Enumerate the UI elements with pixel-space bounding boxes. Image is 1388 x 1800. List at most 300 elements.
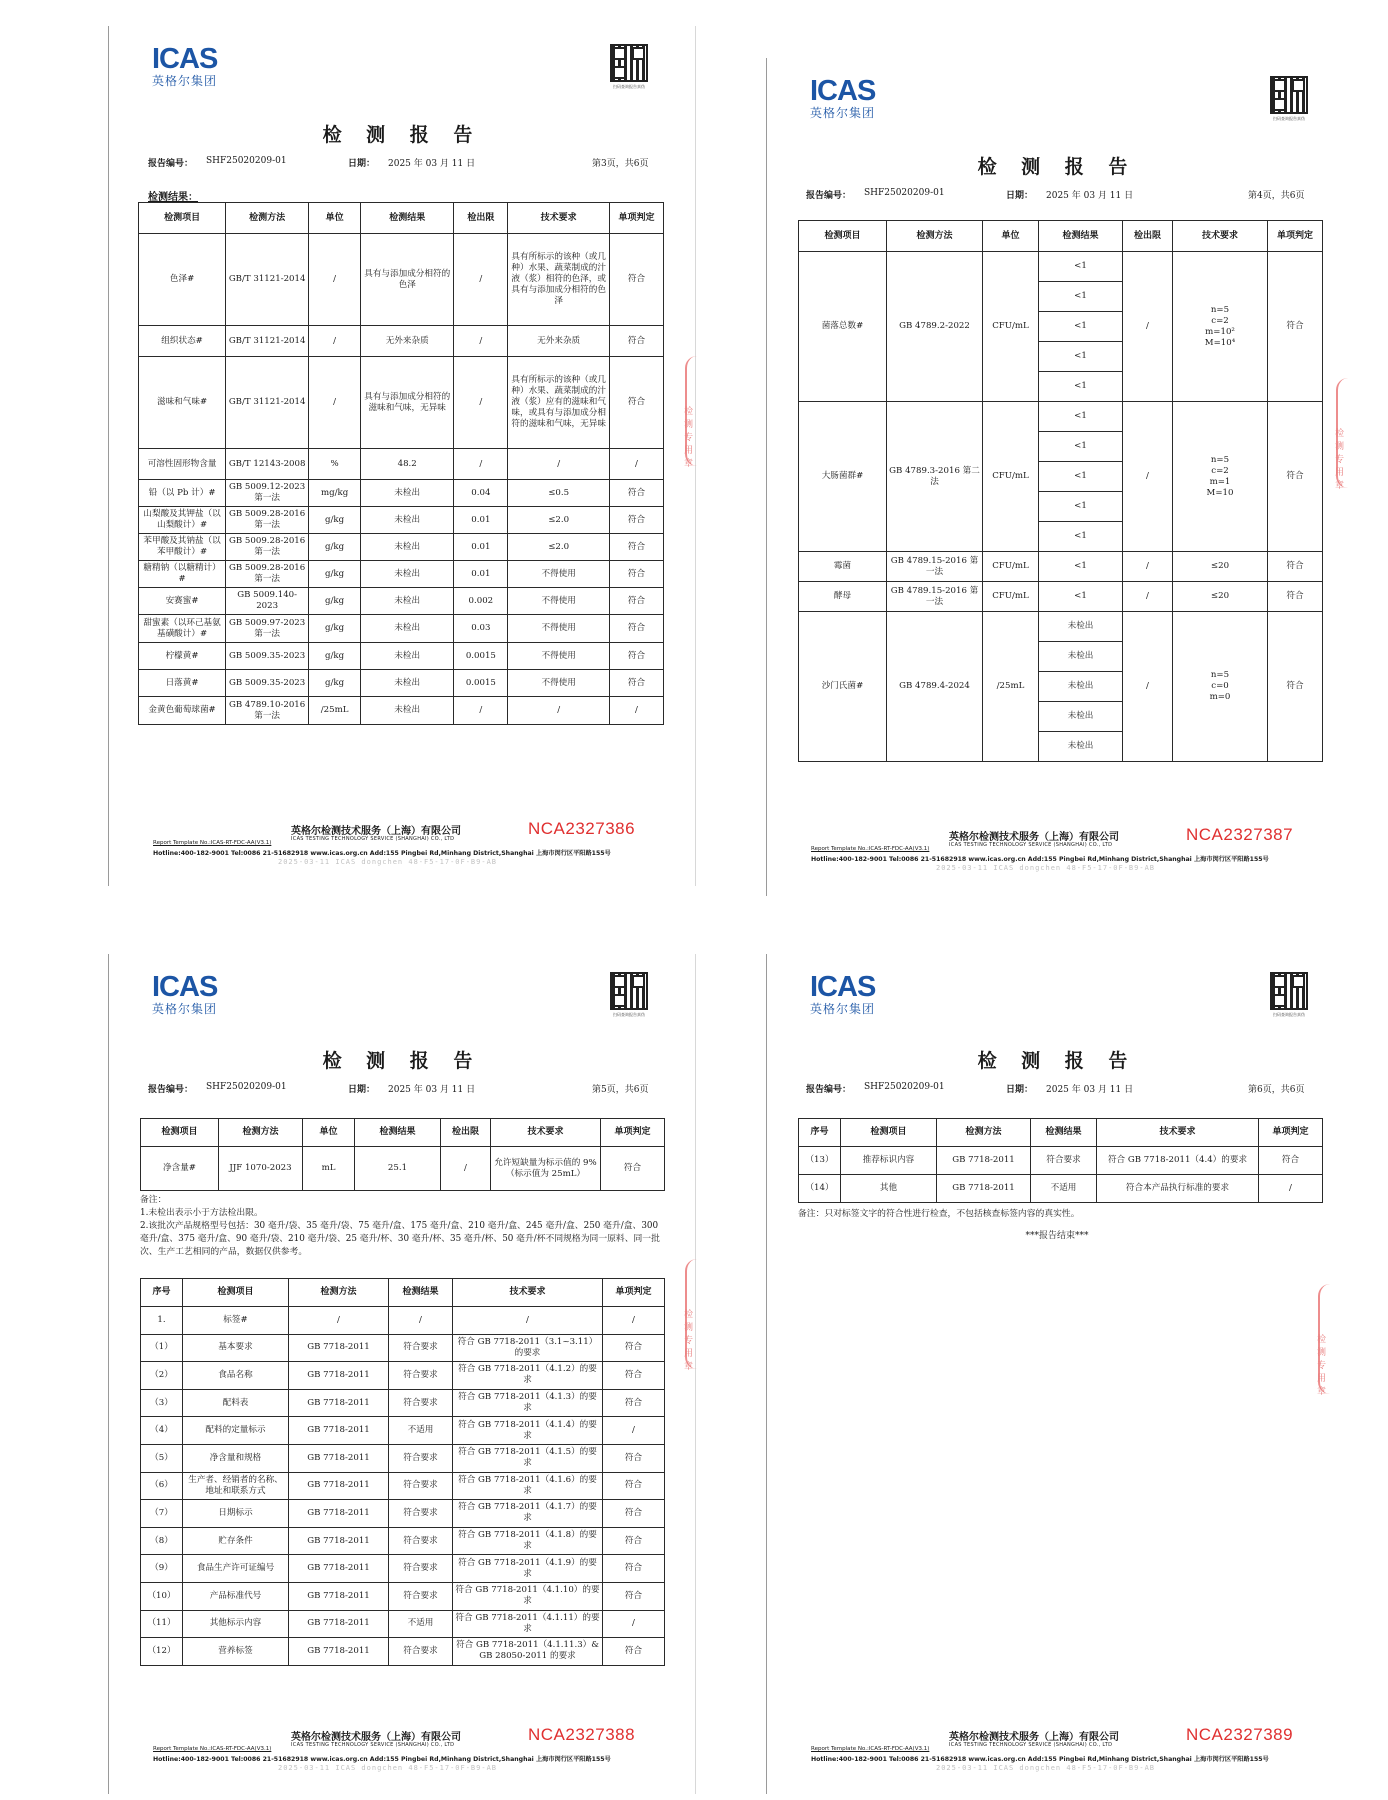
table-cell: 组织状态#: [139, 326, 226, 357]
table-cell: /: [1123, 552, 1173, 582]
table-cell: 符合: [610, 234, 664, 326]
report-page-6: ICAS 英格尔集团 扫码查询报告真伪 检 测 报 告 报告编号： SHF25020209-01 日期： 2025 年 03 月 11 日 第6页，共6页 序号 检测项目 检测方法 检测结果 技术要求 单项判定 （13） 推荐标识内容 GB 7718-2011 符合要求 符合 GB 7718-2011（4.4）的要求 符合 （14） 其他 GB 7718-2011 不适用 符合本产品执行标准的要求 / 备注：只对标签文字的符合性进行检查，不包括核查标签内容的真实性。 ***报告结束*** 英格尔检测技术服务（上海）有限公司 ICAS TESTING TECHNOLOGY SERVICE (SHANGHAI) CO., LTD Report Template No.:ICAS-RT-FDC-AA(V3.1) Hotline:400-182-9001 Tel:0086 21-51682918 www.icas.org.cn Add:155 Pingbei Rd,Minhang District,Shanghai 上海市闵行区平阳路155号 2025-03-11 ICAS dongchen 48-F5-17-0F-B9-AB NCA2327389 检测专用章: [766, 954, 1348, 1794]
remarks: 备注： 1.未检出表示小于方法检出限。 2.该批次产品规格型号包括：30 毫升/袋、35 毫升/袋、75 毫升/盒、175 毫升/盒、210 毫升/盒、245 毫升/盒、250 毫升/盒、300 毫升/盒、375 毫升/盒、90 毫升/袋、210 毫升/袋、25 毫升/杯、30 毫升/杯、35 毫升/杯、50 毫升/杯不同规格为同一原料、同一批次、生产工艺相同的产品，数据仅供参考。: [140, 1195, 660, 1257]
table-cell: GB 5009.28-2016 第一法: [226, 534, 309, 561]
table-cell: /25mL: [983, 612, 1039, 762]
table-cell: 符合: [1268, 252, 1323, 402]
seal-stamp: 检测专用章: [685, 356, 697, 466]
table-cell: /: [508, 449, 610, 480]
table-cell: 其他: [841, 1175, 937, 1203]
table-cell: 未检出: [361, 534, 454, 561]
table-cell: 符合 GB 7718-2011（4.1.9）的要求: [453, 1555, 603, 1583]
results-table: [138, 202, 664, 725]
result-cell: 未检出: [1039, 642, 1123, 672]
table-cell: 菌落总数#: [799, 252, 887, 402]
result-cell: <1: [1039, 522, 1123, 552]
table-cell: 无外来杂质: [508, 326, 610, 357]
table-row: [141, 1582, 665, 1610]
table-cell: 符合: [603, 1638, 665, 1666]
report-page-3: ICAS 英格尔集团 扫码查询报告真伪 检 测 报 告 报告编号： SHF25020209-01 日期： 2025 年 03 月 11 日 第3页，共6页 检测结果： 检测项目 检测方法 单位 检测结果 检出限 技术要求 单项判定 色泽# GB/T 31121-2014 / 具有与添加成分相符的色泽 / 具有所标示的该种（或几种）水果、蔬菜制成的汁液（浆）相符的色泽，或具有与添加成分相符的色泽 符合 组织状态# GB/T 31121-2014 / 无外来杂质 / 无外来杂质 符合 滋味和气味# GB/T 31121-2014 / 具有与添加成分相符的滋味和气味，无异味 / 具有所标示的该种（或几种）水果、蔬菜制成的汁液（浆）应有的滋味和气味，或具有与添加成分相符的滋味和气味，无异味 符合 可溶性固形物含量 GB/T 12143-2008 % 48.2 / / / 铅（以 Pb 计）# GB 5009.12-2023 第一法 mg/kg 未检出 0.04 ≤0.5 符合 山梨酸及其钾盐（以山梨酸计）# GB 5009.28-2016 第一法 g/kg 未检出 0.01 ≤2.0 符合 苯甲酸及其钠盐（以苯甲酸计）# GB 5009.28-2016 第一法 g/kg 未检出 0.01 ≤2.0 符合 糖精钠（以糖精计）# GB 5009.28-2016 第一法 g/kg 未检出 0.01 不得使用 符合 安赛蜜# GB 5009.140-2023 g/kg 未检出 0.002 不得使用 符合 甜蜜素（以环己基氨基磺酸计）# GB 5009.97-2023 第一法 g/kg 未检出 0.03 不得使用 符合 柠檬黄# GB 5009.35-2023 g/kg 未检出 0.0015 不得使用 符合 日落黄# GB 5009.35-2023 g/kg 未检出 0.0015 不得使用 符合 金黄色葡萄球菌# GB 4789.10-2016 第一法 /25mL 未检出 / / / 英格尔检测技术服务（上海）有限公司 ICAS TESTING TECHNOLOGY SERVICE (SHANGHAI) CO., LTD Report Template No.:ICAS-RT-FDC-AA(V3.1) Hotline:400-182-9001 Tel:0086 21-51682918 www.icas.org.cn Add:155 Pingbei Rd,Minhang District,Shanghai 上海市闵行区平阳路155号 2025-03-11 ICAS dongchen 48-F5-17-0F-B9-AB NCA2327386 检测专用章: [108, 26, 696, 886]
table-row: [799, 1175, 1323, 1203]
table-row: [141, 1444, 665, 1472]
report-title: 检 测 报 告: [322, 1050, 482, 1072]
label-table: [140, 1278, 665, 1666]
requirement-line: n=5: [1210, 670, 1230, 680]
table-cell: 其他标示内容: [183, 1610, 289, 1638]
table-cell: ≤2.0: [508, 507, 610, 534]
table-cell: （4）: [141, 1417, 183, 1445]
table-cell: GB 7718-2011: [937, 1147, 1031, 1175]
table-row: [139, 326, 664, 357]
table-cell: （7）: [141, 1500, 183, 1528]
table-cell: 符合 GB 7718-2011（4.4）的要求: [1097, 1147, 1259, 1175]
table-row: [141, 1638, 665, 1666]
table-cell: 日期标示: [183, 1500, 289, 1528]
table-cell: 食品生产许可证编号: [183, 1555, 289, 1583]
table-cell: GB 4789.3-2016 第二法: [887, 402, 983, 552]
table-cell: GB 4789.15-2016 第一法: [887, 552, 983, 582]
table-cell: （3）: [141, 1389, 183, 1417]
table-cell: /: [610, 697, 664, 725]
qr-caption: 扫码查询报告真伪: [1273, 116, 1305, 121]
table-cell: 苯甲酸及其钠盐（以苯甲酸计）#: [139, 534, 226, 561]
table-cell: 符合: [610, 643, 664, 670]
table-cell: 食品名称: [183, 1362, 289, 1390]
table-cell: 符合要求: [389, 1527, 453, 1555]
table-cell: /: [454, 234, 508, 326]
table-cell: （1）: [141, 1334, 183, 1362]
table-row: [141, 1389, 665, 1417]
table-cell: 符合 GB 7718-2011（4.1.10）的要求: [453, 1582, 603, 1610]
table-cell: 生产者、经销者的名称、地址和联系方式: [183, 1472, 289, 1500]
table-cell: 未检出: [361, 480, 454, 507]
table-cell: （5）: [141, 1444, 183, 1472]
table-cell: /: [453, 1307, 603, 1335]
table-cell: 符合要求: [1031, 1147, 1097, 1175]
report-page-4: ICAS 英格尔集团 扫码查询报告真伪 检 测 报 告 报告编号： SHF25020209-01 日期： 2025 年 03 月 11 日 第4页，共6页 检测项目 检测方法 单位 检测结果 检出限 技术要求 单项判定 菌落总数# GB 4789.2-2022 CFU/mL <1 / n=5 c=2 m=10² M=10⁴ 符合 <1 <1 <1 <1 大肠菌群# GB 4789.3-2016 第二法 CFU/mL <1 / n=5 c=2 m=1 M=10 符合 <1 <1 <1 <1 霉菌 GB 4789.15-2016 第一法 CFU/mL <1 / ≤20 符合 酵母 GB 4789.15-2016 第一法 CFU/mL <1 / ≤20 符合 沙门氏菌# GB 4789.4-2024 /25mL 未检出 / n=5 c=0 m=0 符合 未检出 未检出 未检出 未检出 英格尔检测技术服务（上海）有限公司 ICAS TESTING TECHNOLOGY SERVICE (SHANGHAI) CO., LTD Report Template No.:ICAS-RT-FDC-AA(V3.1) Hotline:400-182-9001 Tel:0086 21-51682918 www.icas.org.cn Add:155 Pingbei Rd,Minhang District,Shanghai 上海市闵行区平阳路155号 2025-03-11 ICAS dongchen 48-F5-17-0F-B9-AB NCA2327387 检测专用章: [766, 58, 1348, 896]
table-cell: 大肠菌群#: [799, 402, 887, 552]
result-cell: <1: [1039, 582, 1123, 612]
table-cell: 未检出: [361, 561, 454, 588]
table-cell: 48.2: [361, 449, 454, 480]
table-cell: /: [454, 697, 508, 725]
table-cell: g/kg: [309, 561, 361, 588]
table-row: [141, 1610, 665, 1638]
nca-number: NCA2327386: [528, 819, 636, 838]
table-cell: 符合 GB 7718-2011（4.1.3）的要求: [453, 1389, 603, 1417]
table-cell: GB 7718-2011: [289, 1638, 389, 1666]
table-cell: 符合: [1259, 1147, 1323, 1175]
table-cell: 具有所标示的该种（或几种）水果、蔬菜制成的汁液（浆）相符的色泽，或具有与添加成分相符的色泽: [508, 234, 610, 326]
table-cell: 符合: [603, 1527, 665, 1555]
table-row: [799, 552, 1323, 582]
result-cell: <1: [1039, 492, 1123, 522]
table-cell: 符合 GB 7718-2011（4.1.8）的要求: [453, 1527, 603, 1555]
table-cell: GB 7718-2011: [937, 1175, 1031, 1203]
table-cell: 甜蜜素（以环己基氨基磺酸计）#: [139, 615, 226, 643]
requirement-line: ≤20: [1210, 591, 1230, 601]
table-cell: CFU/mL: [983, 252, 1039, 402]
table-cell: 符合: [603, 1389, 665, 1417]
table-row: [141, 1500, 665, 1528]
requirement-cell: [1173, 252, 1268, 402]
table-cell: /: [309, 234, 361, 326]
table-cell: 山梨酸及其钾盐（以山梨酸计）#: [139, 507, 226, 534]
remarks: 备注：只对标签文字的符合性进行检查，不包括核查标签内容的真实性。: [798, 1209, 1080, 1219]
table-cell: 基本要求: [183, 1334, 289, 1362]
table-cell: GB 4789.2-2022: [887, 252, 983, 402]
requirement-line: c=2: [1211, 465, 1229, 476]
table-cell: 0.04: [454, 480, 508, 507]
table-cell: 符合要求: [389, 1555, 453, 1583]
icas-logo: ICAS 英格尔集团: [810, 75, 876, 120]
table-cell: （9）: [141, 1555, 183, 1583]
results-table: [798, 220, 1323, 762]
table-cell: GB/T 31121-2014: [226, 326, 309, 357]
table-cell: 符合: [1268, 402, 1323, 552]
table-row: [799, 582, 1323, 612]
icas-logo: ICAS 英格尔集团: [810, 971, 876, 1016]
table-row: [139, 357, 664, 449]
table-cell: 符合要求: [389, 1638, 453, 1666]
table-cell: 0.002: [454, 588, 508, 615]
table-cell: /: [1259, 1175, 1323, 1203]
table-cell: 具有所标示的该种（或几种）水果、蔬菜制成的汁液（浆）应有的滋味和气味，或具有与添加成分相符的滋味和气味，无异味: [508, 357, 610, 449]
table-cell: g/kg: [309, 615, 361, 643]
table-cell: GB 7718-2011: [289, 1472, 389, 1500]
table-cell: 0.03: [454, 615, 508, 643]
table-cell: 符合: [603, 1582, 665, 1610]
table-cell: GB/T 31121-2014: [226, 357, 309, 449]
requirement-line: ≤20: [1210, 561, 1230, 571]
result-cell: <1: [1039, 282, 1123, 312]
qr-code-icon[interactable]: [610, 44, 648, 89]
table-header-row: 序号 检测项目 检测方法 检测结果 技术要求 单项判定: [141, 1279, 665, 1307]
report-title: 检 测 报 告: [977, 156, 1137, 178]
table-cell: 符合: [610, 561, 664, 588]
table-cell: /: [603, 1610, 665, 1638]
table-row: [139, 588, 664, 615]
table-cell: 符合 GB 7718-2011（3.1~3.11）的要求: [453, 1334, 603, 1362]
table-cell: 酵母: [799, 582, 887, 612]
report-title: 检 测 报 告: [322, 124, 482, 146]
table-cell: （11）: [141, 1610, 183, 1638]
table-cell: 不适用: [1031, 1175, 1097, 1203]
qr-caption: 扫码查询报告真伪: [613, 1012, 645, 1017]
label-table: [798, 1118, 1323, 1203]
table-row: 净含量# JJF 1070-2023 mL 25.1 / 允许短缺量为标示值的 9%（标示值为 25mL） 符合: [141, 1147, 665, 1191]
nca-number: NCA2327388: [528, 1725, 636, 1744]
table-cell: 不适用: [389, 1610, 453, 1638]
table-cell: GB 7718-2011: [289, 1389, 389, 1417]
table-cell: 不得使用: [508, 670, 610, 697]
table-cell: g/kg: [309, 534, 361, 561]
table-row: [141, 1555, 665, 1583]
requirement-line: c=2: [1211, 315, 1229, 326]
table-row: [139, 670, 664, 697]
requirement-cell: [1173, 402, 1268, 552]
table-cell: 不得使用: [508, 615, 610, 643]
result-cell: <1: [1039, 552, 1123, 582]
table-row: [799, 612, 1323, 642]
table-cell: （10）: [141, 1582, 183, 1610]
requirement-cell: [1173, 582, 1268, 612]
seal-stamp: 检测专用章: [685, 1259, 697, 1369]
requirement-line: n=5: [1210, 454, 1230, 465]
table-cell: 配料表: [183, 1389, 289, 1417]
table-cell: /: [1123, 582, 1173, 612]
table-cell: （13）: [799, 1147, 841, 1175]
table-cell: g/kg: [309, 588, 361, 615]
table-row: [799, 1147, 1323, 1175]
table-cell: /25mL: [309, 697, 361, 725]
table-row: [799, 402, 1323, 432]
seal-stamp: 检测专用章: [1318, 1284, 1330, 1394]
table-cell: 未检出: [361, 643, 454, 670]
table-cell: 产品标准代号: [183, 1582, 289, 1610]
table-row: [141, 1334, 665, 1362]
table-cell: 配料的定量标示: [183, 1417, 289, 1445]
requirement-line: m=0: [1209, 692, 1231, 702]
table-cell: 符合: [610, 357, 664, 449]
table-cell: ≤0.5: [508, 480, 610, 507]
table-row: [799, 252, 1323, 282]
table-cell: ≤2.0: [508, 534, 610, 561]
table-cell: 符合: [603, 1334, 665, 1362]
table-cell: 0.01: [454, 507, 508, 534]
section-title: 检测结果：: [148, 192, 198, 203]
qr-code-icon[interactable]: [1270, 972, 1308, 1017]
page-edge: [766, 58, 767, 896]
table-cell: GB 7718-2011: [289, 1610, 389, 1638]
table-cell: 符合 GB 7718-2011（4.1.5）的要求: [453, 1444, 603, 1472]
table-cell: mg/kg: [309, 480, 361, 507]
requirement-line: c=0: [1211, 681, 1229, 691]
table-cell: 安赛蜜#: [139, 588, 226, 615]
table-row: [141, 1472, 665, 1500]
table-cell: （2）: [141, 1362, 183, 1390]
table-cell: 贮存条件: [183, 1527, 289, 1555]
requirement-line: m=1: [1209, 476, 1231, 487]
table-cell: GB 4789.4-2024: [887, 612, 983, 762]
page-edge: [108, 954, 109, 1794]
nca-number: NCA2327389: [1186, 1725, 1294, 1744]
table-row: [139, 480, 664, 507]
table-row: [139, 534, 664, 561]
table-cell: 柠檬黄#: [139, 643, 226, 670]
table-cell: 符合要求: [389, 1582, 453, 1610]
table-cell: 符合本产品执行标准的要求: [1097, 1175, 1259, 1203]
table-cell: 霉菌: [799, 552, 887, 582]
table-cell: 具有与添加成分相符的滋味和气味，无异味: [361, 357, 454, 449]
table-cell: /: [603, 1417, 665, 1445]
table-cell: 符合 GB 7718-2011（4.1.7）的要求: [453, 1500, 603, 1528]
table-cell: 未检出: [361, 507, 454, 534]
table-cell: CFU/mL: [983, 582, 1039, 612]
table-cell: 糖精钠（以糖精计）#: [139, 561, 226, 588]
table-cell: 符合: [610, 670, 664, 697]
table-cell: 铅（以 Pb 计）#: [139, 480, 226, 507]
table-cell: （6）: [141, 1472, 183, 1500]
table-row: [139, 449, 664, 480]
requirement-cell: [1173, 552, 1268, 582]
table-cell: /: [454, 326, 508, 357]
net-content-table: [140, 1118, 665, 1191]
table-cell: 符合要求: [389, 1362, 453, 1390]
table-cell: 符合要求: [389, 1334, 453, 1362]
table-cell: 符合: [1268, 582, 1323, 612]
table-cell: GB 7718-2011: [289, 1444, 389, 1472]
table-cell: 符合 GB 7718-2011（4.1.2）的要求: [453, 1362, 603, 1390]
table-cell: 符合要求: [389, 1500, 453, 1528]
table-header-row: 检测项目 检测方法 单位 检测结果 检出限 技术要求 单项判定: [139, 203, 664, 234]
table-cell: GB 7718-2011: [289, 1500, 389, 1528]
result-cell: <1: [1039, 432, 1123, 462]
table-cell: 净含量和规格: [183, 1444, 289, 1472]
result-cell: 未检出: [1039, 672, 1123, 702]
table-cell: /: [289, 1307, 389, 1335]
table-cell: GB 5009.28-2016 第一法: [226, 561, 309, 588]
table-cell: 符合要求: [389, 1472, 453, 1500]
table-cell: GB 7718-2011: [289, 1417, 389, 1445]
table-cell: /: [1123, 612, 1173, 762]
result-cell: <1: [1039, 372, 1123, 402]
table-cell: 符合 GB 7718-2011（4.1.11）的要求: [453, 1610, 603, 1638]
icas-logo: ICAS 英格尔集团: [152, 971, 218, 1016]
table-cell: 符合 GB 7718-2011（4.1.11.3）& GB 28050-2011 的要求: [453, 1638, 603, 1666]
table-header-row: 序号 检测项目 检测方法 检测结果 技术要求 单项判定: [799, 1119, 1323, 1147]
table-cell: 未检出: [361, 697, 454, 725]
table-cell: 符合: [603, 1472, 665, 1500]
table-cell: /: [1123, 252, 1173, 402]
table-cell: 符合: [610, 326, 664, 357]
table-cell: 0.01: [454, 534, 508, 561]
table-cell: /: [454, 449, 508, 480]
table-cell: （12）: [141, 1638, 183, 1666]
requirement-cell: [1173, 612, 1268, 762]
table-cell: 符合要求: [389, 1444, 453, 1472]
seal-stamp: 检测专用章: [1336, 378, 1348, 488]
table-cell: GB 5009.97-2023 第一法: [226, 615, 309, 643]
table-cell: /: [309, 357, 361, 449]
result-cell: <1: [1039, 252, 1123, 282]
table-cell: GB 7718-2011: [289, 1582, 389, 1610]
result-cell: <1: [1039, 342, 1123, 372]
qr-code-icon[interactable]: [1270, 76, 1308, 121]
report-title: 检 测 报 告: [977, 1050, 1137, 1072]
table-cell: 符合: [603, 1500, 665, 1528]
table-row: [139, 697, 664, 725]
table-cell: g/kg: [309, 507, 361, 534]
requirement-line: M=10: [1206, 487, 1234, 498]
table-row: [139, 507, 664, 534]
page-edge: [695, 954, 696, 1794]
table-cell: GB 5009.140-2023: [226, 588, 309, 615]
result-cell: 未检出: [1039, 732, 1123, 762]
qr-caption: 扫码查询报告真伪: [613, 84, 645, 89]
table-cell: GB 4789.15-2016 第一法: [887, 582, 983, 612]
table-cell: 滋味和气味#: [139, 357, 226, 449]
table-cell: 0.0015: [454, 670, 508, 697]
page-edge: [766, 954, 767, 1794]
table-cell: 不适用: [389, 1417, 453, 1445]
table-cell: GB 5009.35-2023: [226, 643, 309, 670]
report-end: ***报告结束***: [1025, 1231, 1089, 1241]
qr-code-icon[interactable]: [610, 972, 648, 1017]
table-cell: 推荐标识内容: [841, 1147, 937, 1175]
table-cell: /: [309, 326, 361, 357]
table-cell: GB 5009.35-2023: [226, 670, 309, 697]
result-cell: <1: [1039, 402, 1123, 432]
table-cell: CFU/mL: [983, 402, 1039, 552]
table-cell: 符合: [610, 588, 664, 615]
table-row: [141, 1362, 665, 1390]
table-cell: GB 7718-2011: [289, 1334, 389, 1362]
icas-logo: ICAS 英格尔集团: [152, 43, 218, 88]
table-cell: 符合: [603, 1444, 665, 1472]
table-cell: GB 4789.10-2016 第一法: [226, 697, 309, 725]
qr-caption: 扫码查询报告真伪: [1273, 1012, 1305, 1017]
table-cell: GB/T 31121-2014: [226, 234, 309, 326]
table-row: [139, 561, 664, 588]
table-cell: 标签#: [183, 1307, 289, 1335]
table-cell: 沙门氏菌#: [799, 612, 887, 762]
table-cell: 1.: [141, 1307, 183, 1335]
table-cell: GB 5009.28-2016 第一法: [226, 507, 309, 534]
table-cell: 未检出: [361, 588, 454, 615]
table-cell: CFU/mL: [983, 552, 1039, 582]
table-cell: 无外来杂质: [361, 326, 454, 357]
table-cell: 不得使用: [508, 643, 610, 670]
table-cell: /: [389, 1307, 453, 1335]
table-cell: 符合: [610, 534, 664, 561]
table-cell: 符合: [1268, 612, 1323, 762]
table-cell: 营养标签: [183, 1638, 289, 1666]
table-cell: 金黄色葡萄球菌#: [139, 697, 226, 725]
table-cell: 符合要求: [389, 1389, 453, 1417]
table-cell: GB 5009.12-2023 第一法: [226, 480, 309, 507]
table-cell: 色泽#: [139, 234, 226, 326]
table-cell: 可溶性固形物含量: [139, 449, 226, 480]
table-cell: 符合: [610, 480, 664, 507]
table-cell: 具有与添加成分相符的色泽: [361, 234, 454, 326]
table-cell: 不得使用: [508, 561, 610, 588]
table-row: [139, 643, 664, 670]
report-page-5: ICAS 英格尔集团 扫码查询报告真伪 检 测 报 告 报告编号： SHF25020209-01 日期： 2025 年 03 月 11 日 第5页，共6页 检测项目 检测方法 单位 检测结果 检出限 技术要求 单项判定 净含量# JJF 1070-2023 mL 25.1 / 允许短缺量为标示值的 9%（标示值为 25mL） 符合 备注： 1.未检出表示小于方法检出限。 2.该批次产品规格型号包括：30 毫升/袋、35 毫升/袋、75 毫升/盒、175 毫升/盒、210 毫升/盒、245 毫升/盒、250 毫升/盒、300 毫升/盒、375 毫升/盒、90 毫升/袋、210 毫升/袋、25 毫升/杯、30 毫升/杯、35 毫升/杯、50 毫升/杯不同规格为同一原料、同一批次、生产工艺相同的产品，数据仅供参考。 序号 检测项目 检测方法 检测结果 技术要求 单项判定 1. 标签# / / / / （1） 基本要求 GB 7718-2011 符合要求 符合 GB 7718-2011（3.1~3.11）的要求 符合 （2） 食品名称 GB 7718-2011 符合要求 符合 GB 7718-2011（4.1.2）的要求 符合 （3） 配料表 GB 7718-2011 符合要求 符合 GB 7718-2011（4.1.3）的要求 符合 （4） 配料的定量标示 GB 7718-2011 不适用 符合 GB 7718-2011（4.1.4）的要求 / （5） 净含量和规格 GB 7718-2011 符合要求 符合 GB 7718-2011（4.1.5）的要求 符合 （6） 生产者、经销者的名称、地址和联系方式 GB 7718-2011 符合要求 符合 GB 7718-2011（4.1.6）的要求 符合 （7） 日期标示 GB 7718-2011 符合要求 符合 GB 7718-2011（4.1.7）的要求 符合 （8） 贮存条件 GB 7718-2011 符合要求 符合 GB 7718-2011（4.1.8）的要求 符合 （9） 食品生产许可证编号 GB 7718-2011 符合要求 符合 GB 7718-2011（4.1.9）的要求 符合 （10） 产品标准代号 GB 7718-2011 符合要求 符合 GB 7718-2011（4.1.10）的要求 符合 （11） 其他标示内容 GB 7718-2011 不适用 符合 GB 7718-2011（4.1.11）的要求 / （12） 营养标签 GB 7718-2011 符合要求 符合 GB 7718-2011（4.1.11.3）& GB 28050-2011 的要求 符合 英格尔检测技术服务（上海）有限公司 ICAS TESTING TECHNOLOGY SERVICE (SHANGHAI) CO., LTD Report Template No.:ICAS-RT-FDC-AA(V3.1) Hotline:400-182-9001 Tel:0086 21-51682918 www.icas.org.cn Add:155 Pingbei Rd,Minhang District,Shanghai 上海市闵行区平阳路155号 2025-03-11 ICAS dongchen 48-F5-17-0F-B9-AB NCA2327388 检测专用章: [108, 954, 696, 1794]
table-row: [141, 1307, 665, 1335]
requirement-line: n=5: [1210, 304, 1230, 315]
table-row: [139, 615, 664, 643]
table-cell: /: [603, 1307, 665, 1335]
page-edge: [108, 26, 109, 886]
table-cell: 符合: [603, 1362, 665, 1390]
table-cell: 0.0015: [454, 643, 508, 670]
table-header-row: 检测项目 检测方法 单位 检测结果 检出限 技术要求 单项判定: [799, 221, 1323, 252]
table-cell: /: [508, 697, 610, 725]
requirement-line: m=10²: [1205, 326, 1235, 337]
result-cell: <1: [1039, 462, 1123, 492]
result-cell: <1: [1039, 312, 1123, 342]
table-cell: GB 7718-2011: [289, 1555, 389, 1583]
table-cell: （8）: [141, 1527, 183, 1555]
table-cell: /: [1123, 402, 1173, 552]
table-cell: 符合: [610, 615, 664, 643]
table-cell: 符合 GB 7718-2011（4.1.4）的要求: [453, 1417, 603, 1445]
table-cell: GB 7718-2011: [289, 1362, 389, 1390]
table-cell: GB 7718-2011: [289, 1527, 389, 1555]
table-row: [141, 1527, 665, 1555]
table-cell: 未检出: [361, 670, 454, 697]
